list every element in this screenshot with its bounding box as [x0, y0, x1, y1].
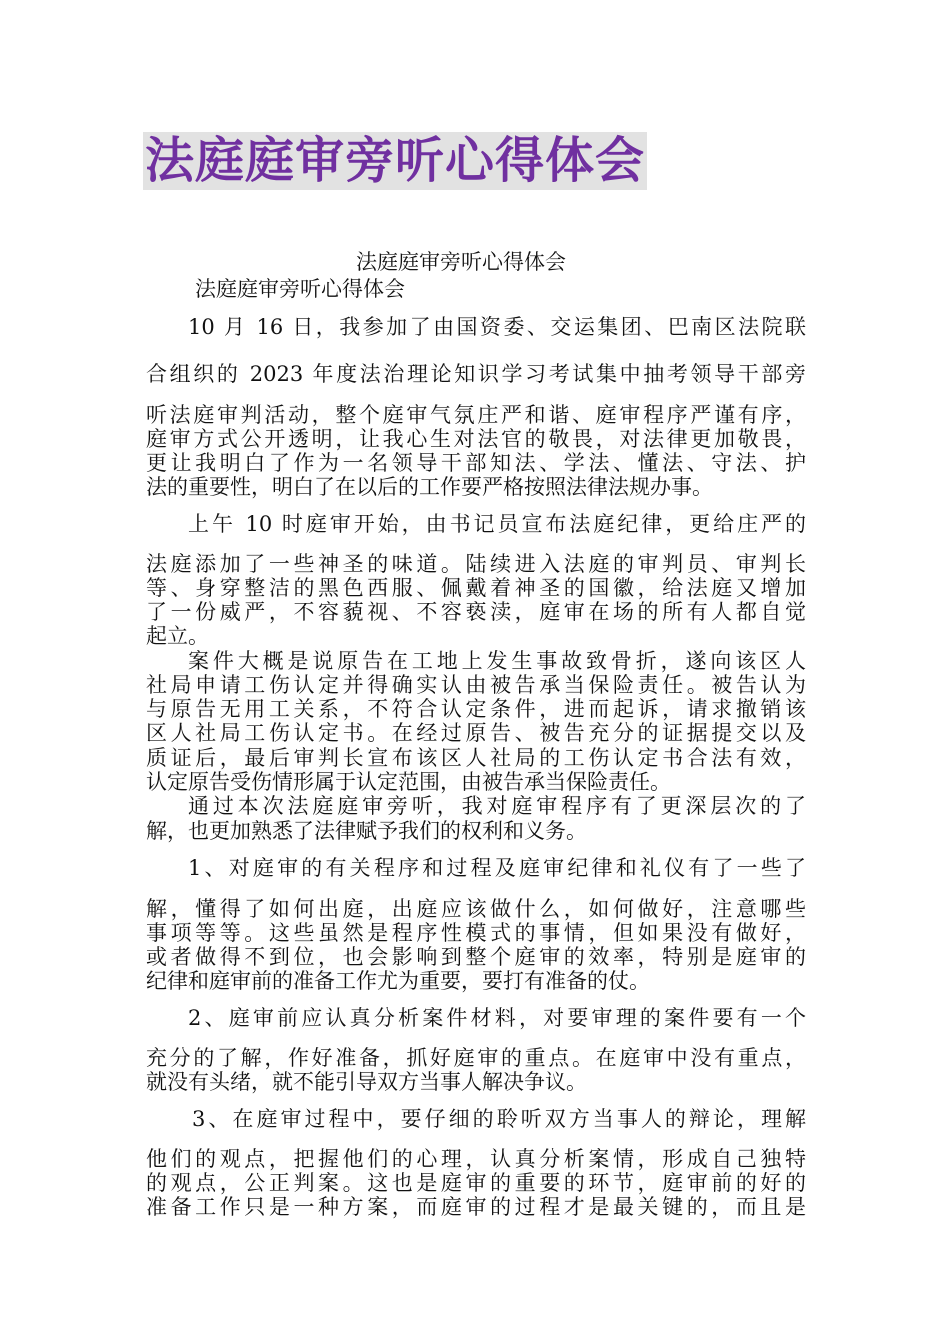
paragraph-line: 庭审方式公开透明，让我心生对法官的敬畏，对法律更加敬畏，: [146, 427, 806, 451]
paragraph-line: 或者做得不到位，也会影响到整个庭审的效率，特别是庭审的: [146, 945, 806, 969]
paragraph-line: 法的重要性，明白了在以后的工作要严格按照法律法规办事。: [146, 475, 713, 499]
paragraph-line: 他们的观点，把握他们的心理，认真分析案情，形成自己独特: [146, 1147, 806, 1171]
paragraph-line: 合组织的 2023 年度法治理论知识学习考试集中抽考领导干部旁: [146, 362, 806, 386]
paragraph-line: 了一份威严，不容藐视、不容亵渎，庭审在场的所有人都自觉: [146, 600, 806, 624]
paragraph-line: 起立。: [146, 624, 209, 648]
paragraph-line: 社局申请工伤认定并得确实认由被告承当保险责任。被告认为: [146, 673, 806, 697]
paragraph-line: 更让我明白了作为一名领导干部知法、学法、懂法、守法、护: [146, 451, 806, 475]
paragraph-line: 认定原告受伤情形属于认定范围，由被告承当保险责任。: [146, 770, 671, 794]
paragraph-line: 上午 10 时庭审开始，由书记员宣布法庭纪律，更给庄严的: [188, 512, 806, 536]
paragraph-line: 事项等等。这些虽然是程序性模式的事情，但如果没有做好，: [146, 921, 806, 945]
paragraph-line: 法庭添加了一些神圣的味道。陆续进入法庭的审判员、审判长: [146, 552, 806, 576]
paragraph-line: 充分的了解，作好准备，抓好庭审的重点。在庭审中没有重点，: [146, 1046, 806, 1070]
paragraph-line: 通过本次法庭庭审旁听，我对庭审程序有了更深层次的了: [188, 794, 806, 818]
paragraph-line: 案件大概是说原告在工地上发生事故致骨折，遂向该区人: [188, 649, 806, 673]
document-title: 法庭庭审旁听心得体会: [145, 132, 646, 189]
paragraph-line: 纪律和庭审前的准备工作尤为重要，要打有准备的仗。: [146, 969, 650, 993]
paragraph-line: 就没有头绪，就不能引导双方当事人解决争议。: [146, 1070, 587, 1094]
paragraph-line: 解，也更加熟悉了法律赋予我们的权利和义务。: [146, 819, 587, 843]
paragraph-line: 2、庭审前应认真分析案件材料，对要审理的案件要有一个: [188, 1006, 806, 1030]
paragraph-line: 10 月 16 日，我参加了由国资委、交运集团、巴南区法院联: [188, 315, 806, 339]
subtitle: 法庭庭审旁听心得体会: [356, 250, 566, 274]
paragraph-line: 的观点，公正判案。这也是庭审的重要的环节，庭审前的好的: [146, 1171, 806, 1195]
paragraph-line: 区人社局工伤认定书。在经过原告、被告充分的证据提交以及: [146, 721, 806, 745]
paragraph-line: 准备工作只是一种方案，而庭审的过程才是最关键的，而且是: [146, 1195, 806, 1219]
paragraph-line: 3、在庭审过程中，要仔细的聆听双方当事人的辩论，理解: [192, 1107, 806, 1131]
paragraph-line: 解，懂得了如何出庭，出庭应该做什么，如何做好，注意哪些: [146, 897, 806, 921]
paragraph-line: 质证后，最后审判长宣布该区人社局的工伤认定书合法有效，: [146, 746, 806, 770]
paragraph-line: 听法庭审判活动，整个庭审气氛庄严和谐、庭审程序严谨有序，: [146, 403, 806, 427]
paragraph-line: 1、对庭审的有关程序和过程及庭审纪律和礼仪有了一些了: [188, 856, 806, 880]
subtitle-2: 法庭庭审旁听心得体会: [195, 277, 405, 301]
paragraph-line: 与原告无用工关系，不符合认定条件，进而起诉，请求撤销该: [146, 697, 806, 721]
paragraph-line: 等、身穿整洁的黑色西服、佩戴着神圣的国徽，给法庭又增加: [146, 576, 806, 600]
